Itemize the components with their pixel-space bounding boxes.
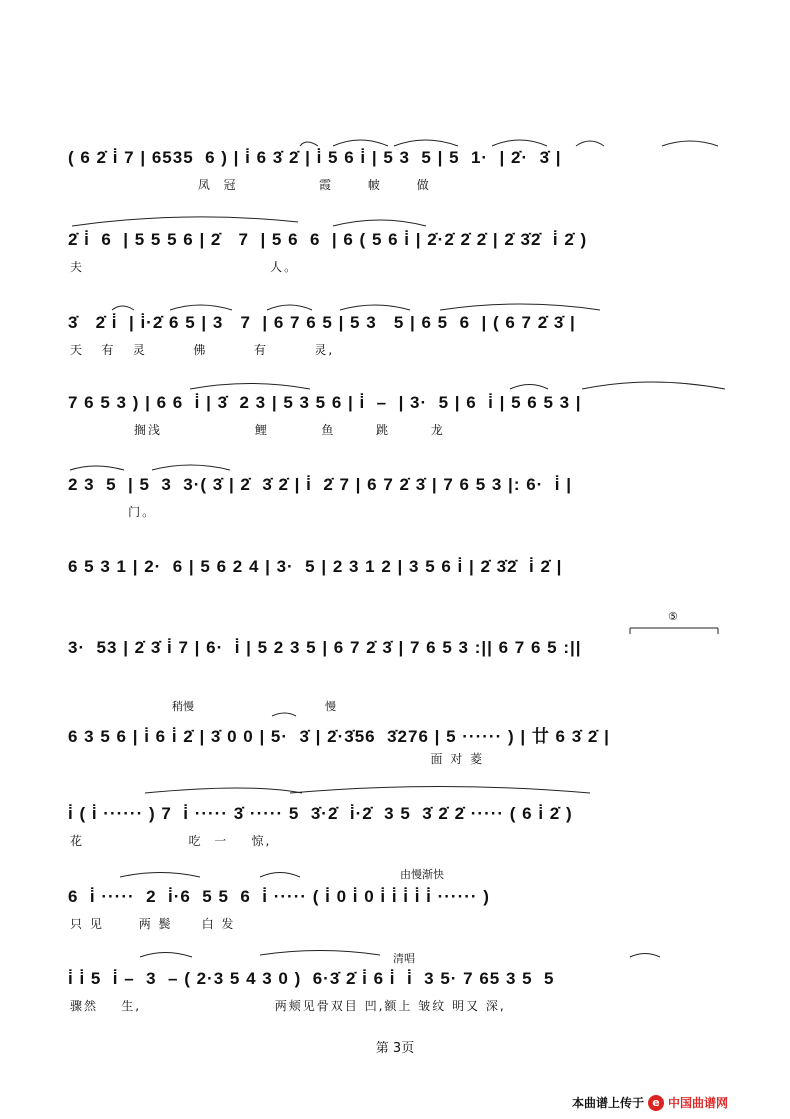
notation-line: i̇ i̇ 5 i̇ – 3 – ( 2·3 5 4 3 0 ) 6·3̇ 2̇ i̇ 6 i̇ i̇ 3 5· 7 65 3 5 5: [68, 969, 555, 988]
tempo-mark-accelerando: 由慢渐快: [400, 868, 444, 881]
tempo-mark-slightly-slow: 稍慢: [172, 700, 194, 713]
page-number: 第 3页: [375, 1041, 415, 1056]
lyrics-line: 门。: [70, 505, 157, 519]
lyrics-line: 凤 冠 霞 帔 做: [70, 178, 431, 192]
site-credit[interactable]: [572, 1094, 728, 1111]
notation-line: 2̇ i̇ 6 | 5 5 5 6 | 2̇ 7 | 5 6 6 | 6 ( 5 6 i̇ | 2̇·2̇ 2̇ 2̇ | 2̇ 3̇2̇ i̇ 2̇ ): [68, 230, 588, 249]
notation-line: ( 6 2̇ i̇ 7 | 6535 6 ) | i̇ 6 3̇ 2̇ | i̇ 5 6 i̇ | 5 3 5 | 5 1· | 2̇· 3̇ |: [68, 148, 562, 167]
notation-line: 7 6 5 3 ) | 6 6 i̇ | 3̇ 2 3 | 5 3 5 6 | i̇ – | 3· 5 | 6 i̇ | 5 6 5 3 |: [68, 393, 582, 412]
site-logo-icon: e: [648, 1095, 664, 1111]
lyrics-line: 面 对 菱: [70, 752, 485, 766]
notation-line: 3· 53 | 2̇ 3̇ i̇ 7 | 6· i̇ | 5 2 3 5 | 6 7 2̇ 3̇ | 7 6 5 3 :|| 6 7 6 5 :||: [68, 638, 582, 657]
lyrics-line: 天 有 灵 佛 有 灵,: [70, 343, 335, 357]
lyrics-line: 搁浅 鲤 鱼 跳 龙: [70, 423, 445, 437]
tempo-mark-a-cappella: 清唱: [393, 952, 415, 965]
site-name: 中国曲谱网: [668, 1096, 729, 1110]
notation-line: 6 3 5 6 | i̇ 6 i̇ 2̇ | 3̇ 0 0 | 5· 3̇ | 2̇·3̇56 3̇276 | 5 ······ ) | 廿 6 3̇ 2̇ |: [68, 727, 610, 746]
lyrics-line: 夫 人。: [70, 260, 299, 274]
tempo-mark-slow: 慢: [325, 700, 336, 713]
notation-line: 2 3 5 | 5 3 3·( 3̇ | 2̇ 3̇ 2̇ | i̇ 2̇ 7 | 6 7 2̇ 3̇ | 7 6 5 3 |: 6· i̇ |: [68, 475, 572, 494]
notation-line: 6 5 3 1 | 2· 6 | 5 6 2 4 | 3· 5 | 2 3 1 2 | 3 5 6 i̇ | 2̇ 3̇2̇ i̇ 2̇ |: [68, 557, 563, 576]
lyrics-line: 只 见 两 鬓 白 发: [70, 917, 236, 931]
lyrics-line: 花 吃 一 惊,: [70, 834, 272, 848]
notation-line: 6 i̇ ····· 2 i̇·6 5 5 6 i̇ ····· ( i̇ 0 i̇ 0 i̇ i̇ i̇ i̇ i̇ ······ ): [68, 887, 490, 906]
notation-line: 3̇ 2̇ i̇ | i̇·2̇ 6 5 | 3 7 | 6 7 6 5 | 5 3 5 | 6 5 6 | ( 6 7 2̇ 3̇ |: [68, 313, 576, 332]
notation-line: i̇ ( i̇ ······ ) 7 i̇ ····· 3̇ ····· 5 3̇·2̇ i̇·2̇ 3 5 3̇ 2̇ 2̇ ····· ( 6 i̇ 2̇ ): [68, 804, 573, 823]
lyrics-line: 骤然 生, 两颊见骨双目 凹,额上 皱纹 明又 深,: [70, 999, 506, 1013]
repeat-ending-mark: ⑤: [668, 610, 678, 623]
upload-credit-text: 本曲谱上传于: [572, 1096, 645, 1110]
